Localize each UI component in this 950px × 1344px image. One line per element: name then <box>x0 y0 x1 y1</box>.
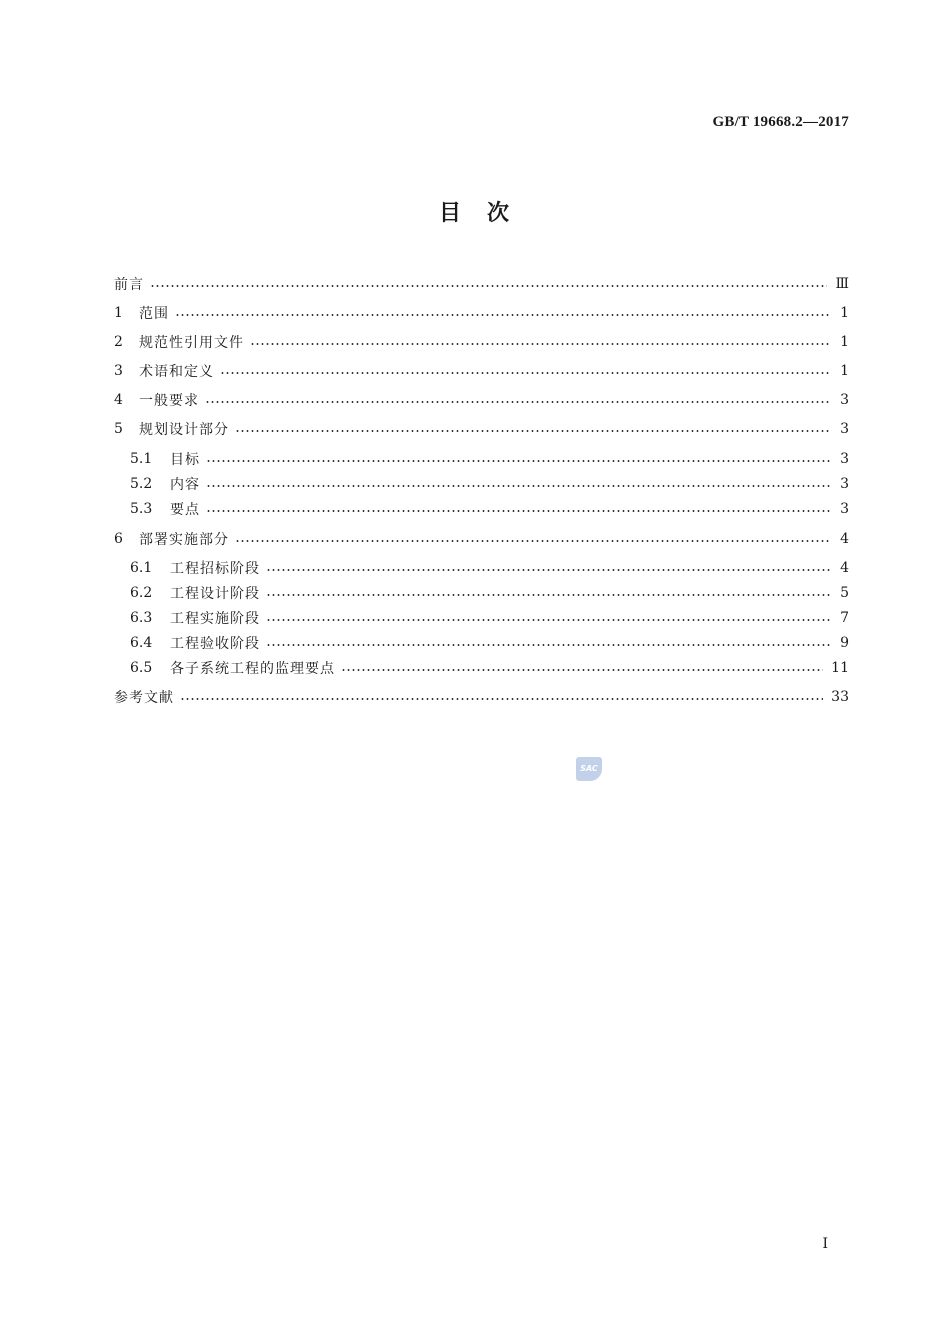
dot-leader <box>266 619 831 621</box>
toc-entry-number: 6 <box>114 531 123 547</box>
toc-entry-label: 前言 <box>114 277 144 293</box>
dot-leader <box>206 485 831 487</box>
toc-entry-page: 3 <box>840 421 849 437</box>
toc-entry-number: 5 <box>114 421 123 437</box>
toc-entry[interactable] <box>114 388 849 412</box>
dot-leader <box>266 644 831 646</box>
dot-leader <box>235 430 831 432</box>
toc-entry-number: 2 <box>114 334 123 350</box>
page-number: I <box>822 1236 828 1252</box>
toc-entry-page: 4 <box>840 560 849 576</box>
toc-entry[interactable] <box>114 581 849 605</box>
toc-entry-label: 参考文献 <box>114 690 174 706</box>
dot-leader <box>220 372 831 374</box>
toc-entry-number: 4 <box>114 392 123 408</box>
sac-watermark-logo: SAC <box>576 757 602 781</box>
toc-entry[interactable] <box>114 301 849 325</box>
toc-entry-label: 部署实施部分 <box>139 532 229 548</box>
toc-entry-label: 工程招标阶段 <box>170 561 260 577</box>
toc-entry[interactable] <box>114 527 849 551</box>
toc-entry-page: Ⅲ <box>835 276 849 292</box>
toc-entry[interactable] <box>114 359 849 383</box>
toc-entry-label: 规范性引用文件 <box>139 335 244 351</box>
toc-entry[interactable] <box>114 472 849 496</box>
toc-entry-number: 6.2 <box>130 585 153 601</box>
toc-entry-page: 3 <box>840 476 849 492</box>
toc-entry[interactable] <box>114 556 849 580</box>
dot-leader <box>150 285 827 287</box>
toc-entry-label: 目标 <box>170 452 200 468</box>
page-title: 目 次 <box>438 201 511 226</box>
dot-leader <box>250 343 831 345</box>
toc-entry[interactable] <box>114 631 849 655</box>
dot-leader <box>235 540 831 542</box>
toc-entry[interactable] <box>114 497 849 521</box>
toc-entry-label: 工程实施阶段 <box>170 611 260 627</box>
toc-entry-number: 1 <box>114 305 123 321</box>
dot-leader <box>206 510 831 512</box>
toc-entry-page: 9 <box>840 635 849 651</box>
toc-entry[interactable] <box>114 417 849 441</box>
toc-entry-page: 3 <box>840 501 849 517</box>
toc-entry-label: 要点 <box>170 502 200 518</box>
toc-entry-page: 4 <box>840 531 849 547</box>
toc-entry-number: 5.3 <box>130 501 153 517</box>
toc-entry-number: 6.4 <box>130 635 153 651</box>
dot-leader <box>180 698 823 700</box>
toc-entry-label: 规划设计部分 <box>139 422 229 438</box>
toc-entry-label: 内容 <box>170 477 200 493</box>
toc-entry-page: 3 <box>840 451 849 467</box>
toc-entry[interactable] <box>114 685 849 709</box>
toc-entry-page: 3 <box>840 392 849 408</box>
dot-leader <box>266 594 831 596</box>
toc-entry-page: 1 <box>840 363 849 379</box>
toc-entry-page: 1 <box>840 305 849 321</box>
toc-entry-label: 各子系统工程的监理要点 <box>170 661 335 677</box>
toc-entry[interactable] <box>114 447 849 471</box>
toc-entry[interactable] <box>114 330 849 354</box>
toc-entry[interactable] <box>114 606 849 630</box>
dot-leader <box>206 460 831 462</box>
toc-entry-page: 1 <box>840 334 849 350</box>
toc-entry-number: 6.5 <box>130 660 153 676</box>
dot-leader <box>266 569 831 571</box>
toc-entry-label: 一般要求 <box>139 393 199 409</box>
toc-entry-number: 6.3 <box>130 610 153 626</box>
dot-leader <box>341 669 823 671</box>
toc-entry-label: 术语和定义 <box>139 364 214 380</box>
toc-entry[interactable] <box>114 656 849 680</box>
toc-entry-page: 11 <box>831 660 849 676</box>
dot-leader <box>175 314 831 316</box>
toc-entry-number: 3 <box>114 363 123 379</box>
toc-entry-number: 6.1 <box>130 560 153 576</box>
toc-entry-label: 范围 <box>139 306 169 322</box>
toc-entry-number: 5.2 <box>130 476 153 492</box>
toc-entry-page: 7 <box>840 610 849 626</box>
dot-leader <box>205 401 831 403</box>
standard-code: GB/T 19668.2—2017 <box>712 114 849 130</box>
toc-entry-label: 工程设计阶段 <box>170 586 260 602</box>
toc-entry-label: 工程验收阶段 <box>170 636 260 652</box>
toc-entry-page: 33 <box>831 689 849 705</box>
toc-entry-number: 5.1 <box>130 451 153 467</box>
toc-entry[interactable] <box>114 272 849 296</box>
toc-entry-page: 5 <box>840 585 849 601</box>
